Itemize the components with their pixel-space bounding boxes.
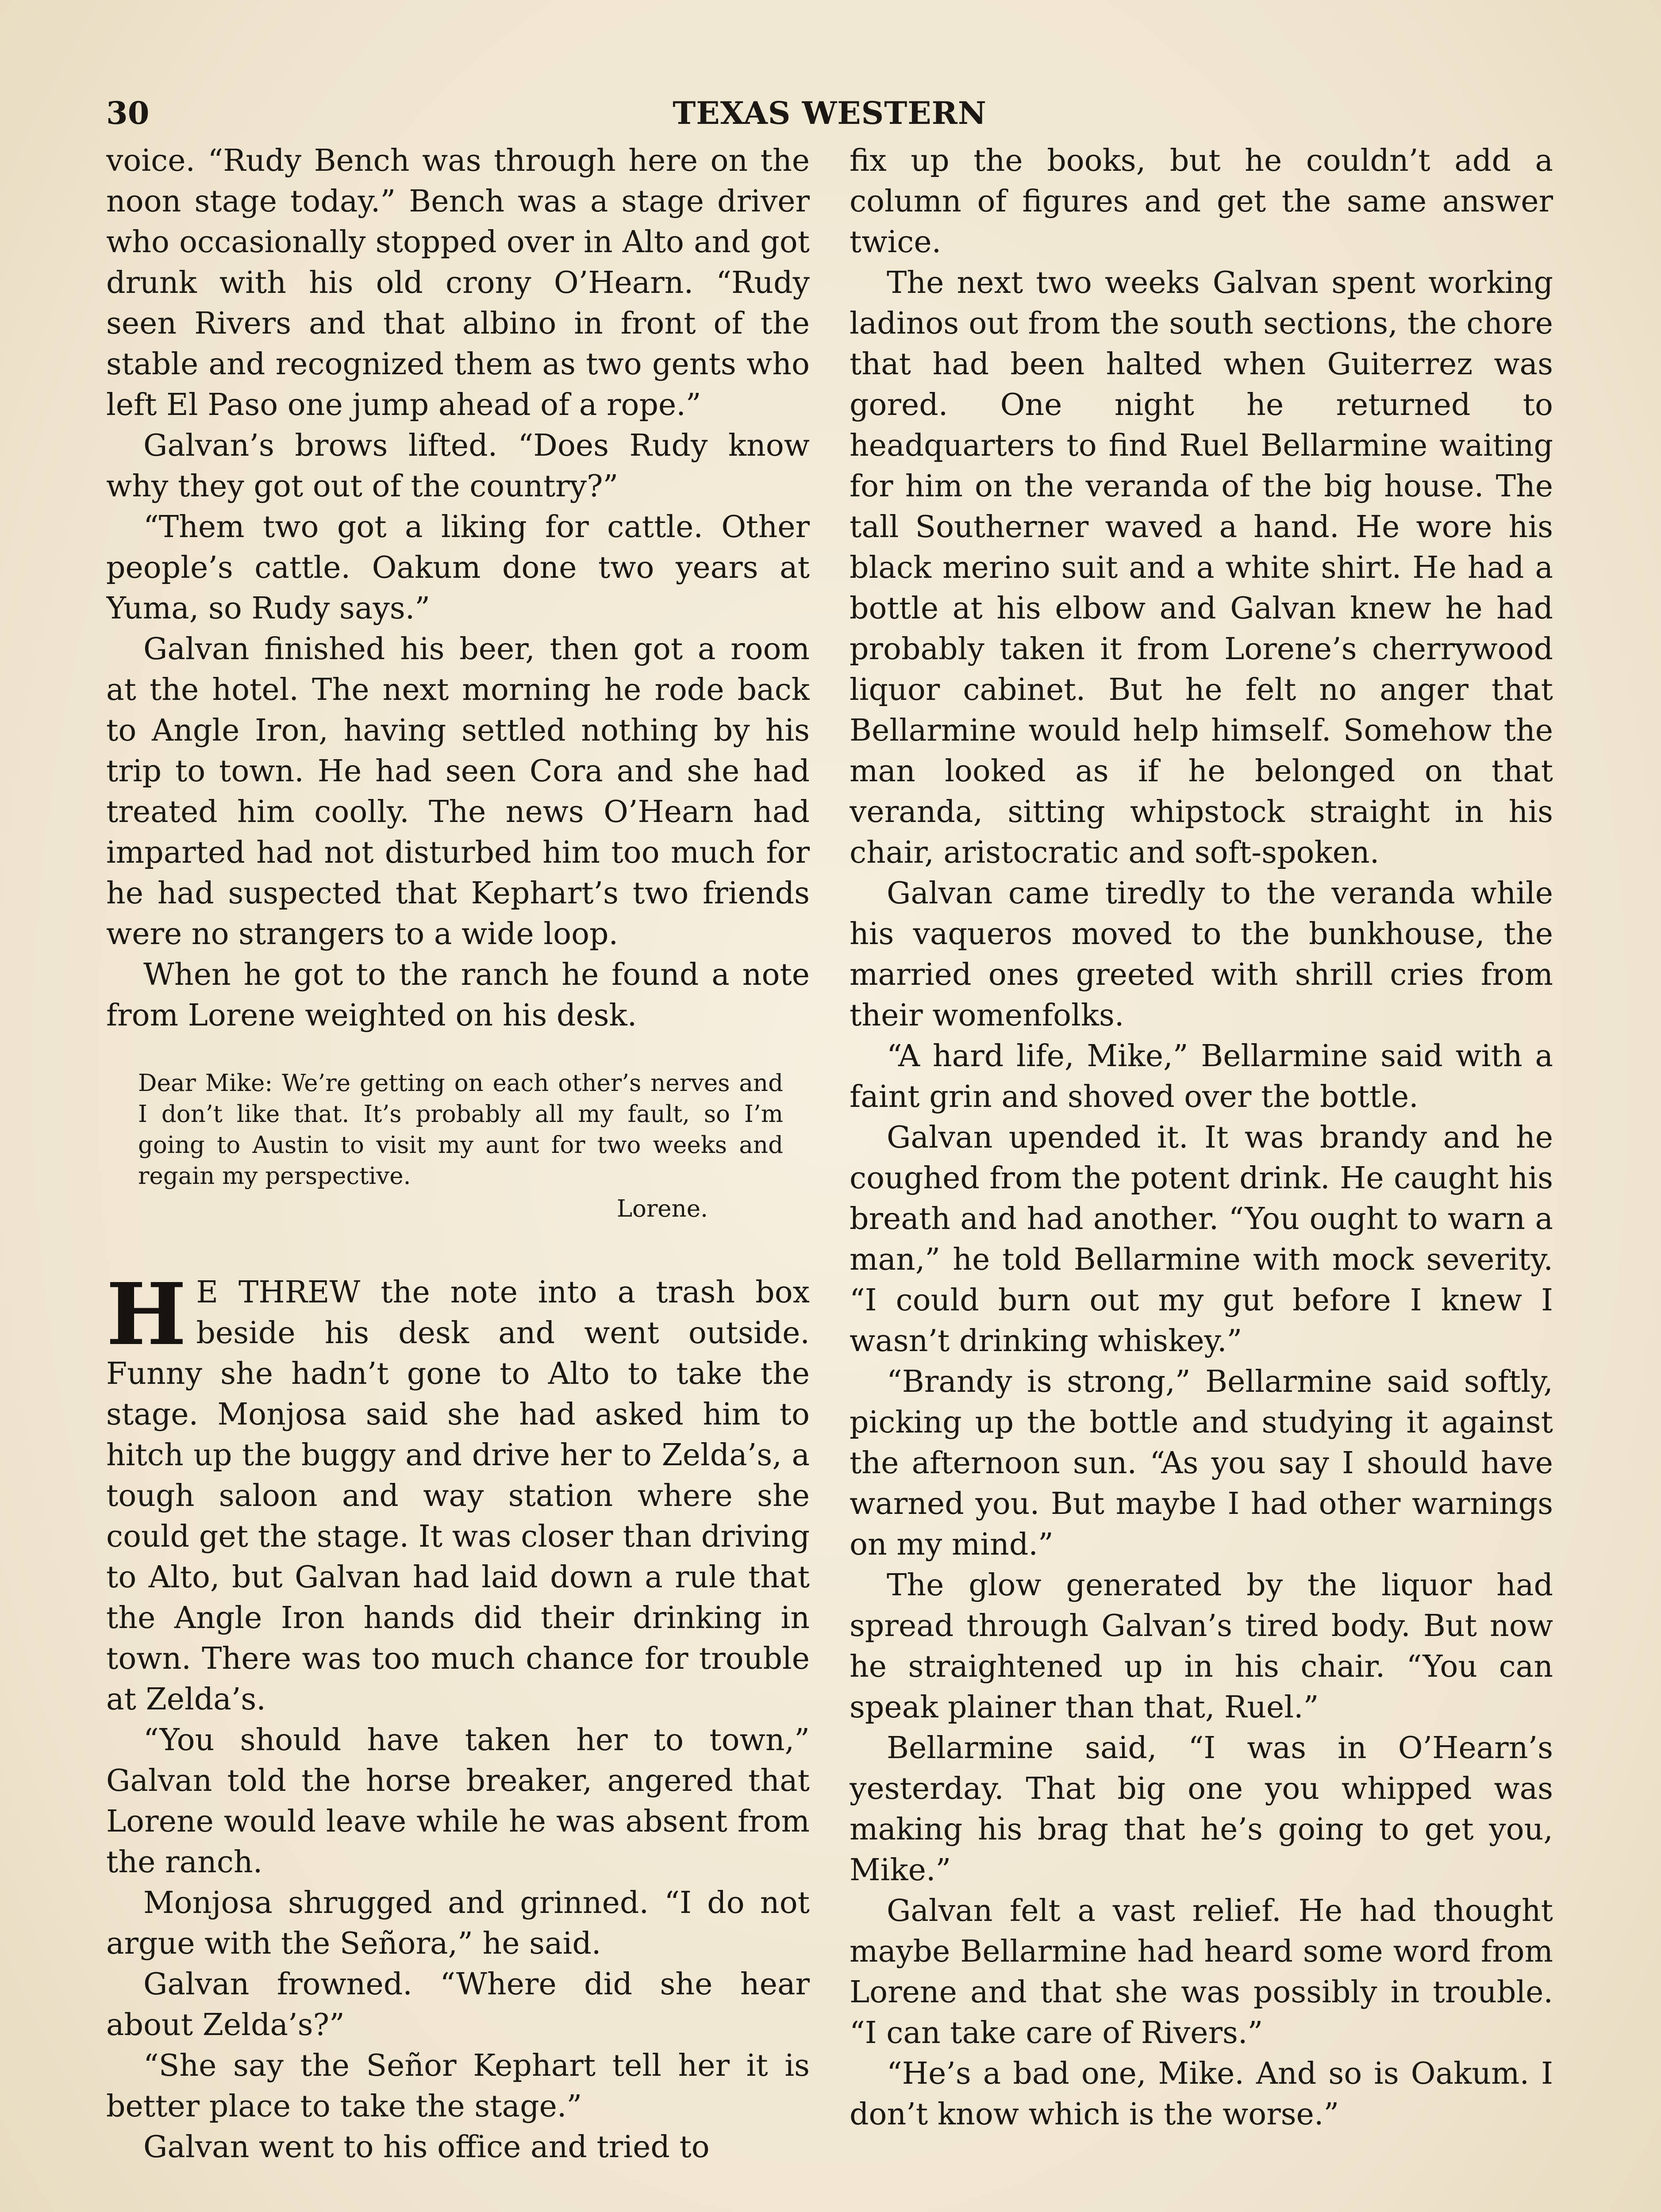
- paragraph-with-drop-cap: [106, 1265, 810, 1720]
- paragraph: Galvan upended it. It was brandy and he coughed from the potent drink. He caught his breath and had another. “You ought to warn a man,” he told Bellarmine with mock severity. “I could burn out my gut before I knew I wasn’t drinking whiskey.”: [850, 1120, 1553, 1359]
- paragraph: When he got to the ranch he found a note from Lorene weighted on his desk.: [106, 957, 810, 1033]
- letter-body: Dear Mike: We’re getting on each other’s nerves and I don’t like that. It’s probably all my fault, so I’m going to Austin to visit my aunt for two weeks and regain my perspective.: [138, 1070, 783, 1190]
- paragraph: Galvan finished his beer, then got a room at the hotel. The next morning he rode back to Angle Iron, having settled nothing by his trip to town. He had seen Cora and she had treated him coolly. The news O’Hearn had imparted had not disturbed him too much for he had suspected that Kephart’s two friends were no strangers to a wide loop.: [106, 632, 810, 952]
- paragraph: Monjosa shrugged and grinned. “I do not argue with the Señora,” he said.: [106, 1886, 810, 1961]
- paragraph: Galvan frowned. “Where did she hear about Zelda’s?”: [106, 1967, 810, 2043]
- paragraph: “A hard life, Mike,” Bellarmine said with a faint grin and shoved over the bottle.: [850, 1039, 1553, 1114]
- letter-signature: Lorene.: [616, 1195, 708, 1222]
- drop-cap: H: [106, 1265, 187, 1364]
- paragraph-text: E THREW the note into a trash box beside his desk and went outside. Funny she hadn’t gone to Alto to take the stage. Monjosa said she had asked him to hitch up the buggy and drive her to Zelda’s, a tough saloon and way station where she could get the stage. It was closer than driving to Alto, but Galvan had laid down a rule that the Angle Iron hands did their drinking in town. There was too much chance for trouble at Zelda’s.: [106, 1275, 810, 1717]
- paragraph: fix up the books, but he couldn’t add a column of figures and get the same answer twice.: [850, 143, 1553, 260]
- paragraph: “You should have taken her to town,” Galvan told the horse breaker, angered that Lorene would leave while he was absent from the ranch.: [106, 1723, 810, 1880]
- paragraph: “She say the Señor Kephart tell her it is better place to take the stage.”: [106, 2048, 810, 2124]
- paragraph: The next two weeks Galvan spent working ladinos out from the south sections, the chore that had been halted when Guiterrez was gored. One night he returned to headquarters to find Ruel Bellarmine waiting for him on the veranda of the big house. The tall Southerner waved a hand. He wore his black merino suit and a white shirt. He had a bottle at his elbow and Galvan knew he had probably taken it from Lorene’s cherrywood liquor cabinet. But he felt no anger that Bellarmine would help himself. Somehow the man looked as if he belonged on that veranda, sitting whipstock straight in his chair, aristocratic and soft-spoken.: [850, 265, 1553, 870]
- paragraph: “He’s a bad one, Mike. And so is Oakum. I don’t know which is the worse.”: [850, 2056, 1553, 2132]
- paragraph: voice. “Rudy Bench was through here on the noon stage today.” Bench was a stage driver who occasionally stopped over in Alto and got drunk with his old crony O’Hearn. “Rudy seen Rivers and that albino in front of the stable and recognized them as two gents who left El Paso one jump ahead of a rope.”: [106, 143, 810, 422]
- paragraph: Galvan felt a vast relief. He had thought maybe Bellarmine had heard some word from Lorene and that she was possibly in trouble. “I can take care of Rivers.”: [850, 1893, 1553, 2051]
- paragraph: The glow generated by the liquor had spread through Galvan’s tired body. But now he straightened up in his chair. “You can speak plainer than that, Ruel.”: [850, 1568, 1553, 1725]
- paragraph: Galvan’s brows lifted. “Does Rudy know why they got out of the country?”: [106, 428, 810, 504]
- paragraph: “Brandy is strong,” Bellarmine said softly, picking up the bottle and studying it against the afternoon sun. “As you say I should have warned you. But maybe I had other warnings on my mind.”: [850, 1364, 1553, 1562]
- paragraph: “Them two got a liking for cattle. Other people’s cattle. Oakum done two years at Yuma, so Rudy says.”: [106, 510, 810, 626]
- page-header: [106, 95, 1553, 143]
- left-column: [106, 141, 810, 2212]
- page-number: 30: [106, 95, 150, 131]
- paragraph: Galvan came tiredly to the veranda while his vaqueros moved to the bunkhouse, the married ones greeted with shrill cries from their womenfolks.: [850, 876, 1553, 1033]
- letter-note: [138, 1068, 783, 1225]
- paragraph: Bellarmine said, “I was in O’Hearn’s yesterday. That big one you whipped was making his brag that he’s going to get you, Mike.”: [850, 1731, 1553, 1888]
- right-column: [850, 141, 1553, 2212]
- paragraph: Galvan went to his office and tried to: [143, 2130, 710, 2165]
- running-title: TEXAS WESTERN: [673, 95, 987, 131]
